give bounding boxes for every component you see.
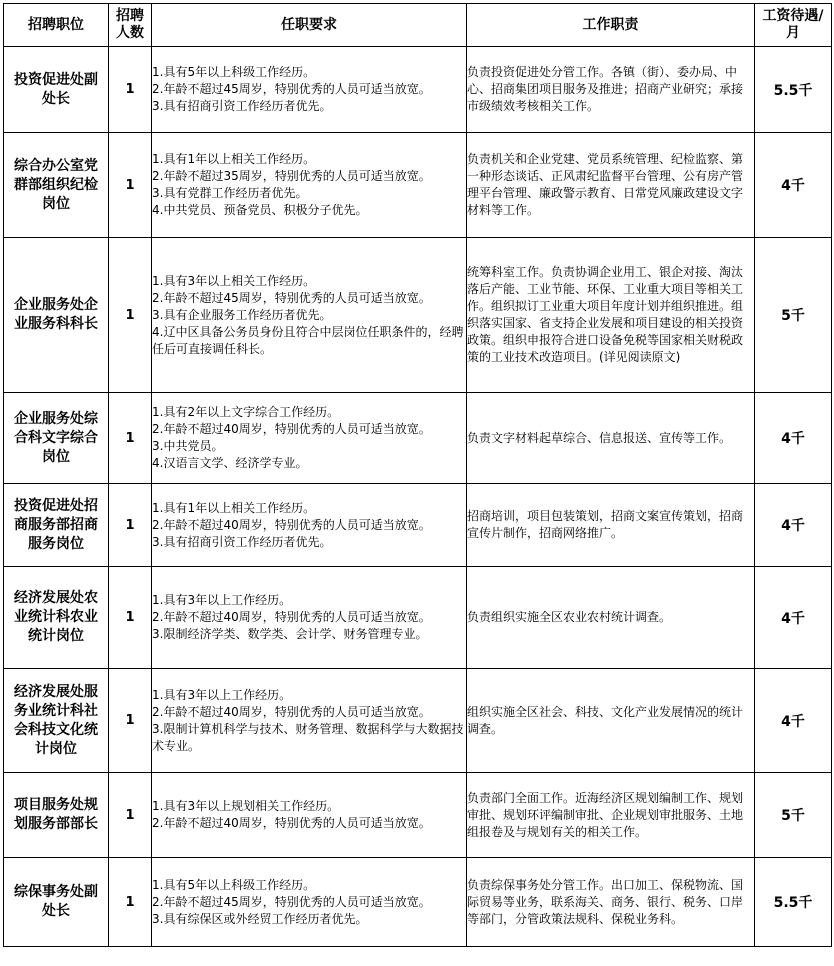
position-title: 经济发展处服务业统计科社会科技文化统计岗位 bbox=[14, 683, 98, 757]
requirement-item: 2.年龄不超过40周岁，特别优秀的人员可适当放宽。 bbox=[152, 610, 431, 624]
requirements-cell bbox=[152, 773, 467, 858]
position-cell bbox=[4, 484, 109, 567]
requirement-item: 2.年龄不超过45周岁，特别优秀的人员可适当放宽。 bbox=[152, 290, 431, 305]
position-cell bbox=[4, 669, 109, 773]
table-row bbox=[4, 858, 832, 947]
count-cell: 1 bbox=[109, 133, 152, 238]
salary-cell: 4千 bbox=[755, 484, 832, 567]
duties-cell: 招商培训，项目包装策划，招商文案宣传策划，招商宣传片制作，招商网络推广。 bbox=[467, 484, 755, 567]
position-cell bbox=[4, 47, 109, 133]
requirement-item: 3.具有综保区或外经贸工作经历者优先。 bbox=[152, 911, 368, 926]
requirement-item: 2.年龄不超过40周岁，特别优秀的人员可适当放宽。 bbox=[152, 704, 431, 719]
requirement-item: 4.汉语言文学、经济学专业。 bbox=[152, 456, 308, 470]
position-cell bbox=[4, 238, 109, 393]
requirement-item: 3.具有招商引资工作经历者优先。 bbox=[152, 99, 332, 113]
requirements-cell bbox=[152, 47, 467, 133]
header-duties: 工作职责 bbox=[467, 4, 755, 47]
salary-cell: 4千 bbox=[755, 133, 832, 238]
requirements-cell bbox=[152, 484, 467, 567]
requirement-item: 1.具有3年以上工作经历。 bbox=[152, 593, 292, 607]
duties-cell: 组织实施全区社会、科技、文化产业发展情况的统计调查。 bbox=[467, 669, 755, 773]
position-title: 综合办公室党群部组织纪检岗位 bbox=[14, 157, 98, 212]
salary-cell: 5.5千 bbox=[755, 858, 832, 947]
requirement-item: 2.年龄不超过35周岁，特别优秀的人员可适当放宽。 bbox=[152, 169, 431, 183]
header-requirements: 任职要求 bbox=[152, 4, 467, 47]
header-count-text: 招聘人数 bbox=[116, 8, 144, 41]
duties-cell: 负责文字材料起草综合、信息报送、宣传等工作。 bbox=[467, 393, 755, 484]
count-cell: 1 bbox=[109, 47, 152, 133]
duties-cell: 负责投资促进处分管工作。各镇（街）、委办局、中心、招商集团项目服务及推进；招商产业研究；承接市级绩效考核相关工作。 bbox=[467, 47, 755, 133]
requirement-item: 3.限制计算机科学与技术、财务管理、数据科学与大数据技术专业。 bbox=[152, 721, 464, 753]
requirement-item: 3.具有党群工作经历者优先。 bbox=[152, 186, 308, 200]
requirement-item: 1.具有3年以上规划相关工作经历。 bbox=[152, 799, 340, 813]
salary-cell: 4千 bbox=[755, 393, 832, 484]
requirement-item: 2.年龄不超过40周岁，特别优秀的人员可适当放宽。 bbox=[152, 517, 431, 532]
salary-cell: 5千 bbox=[755, 773, 832, 858]
requirements-cell bbox=[152, 567, 467, 669]
requirement-item: 4.中共党员、预备党员、积极分子优先。 bbox=[152, 203, 368, 217]
requirements-cell bbox=[152, 133, 467, 238]
header-count bbox=[109, 4, 152, 47]
requirement-item: 1.具有2年以上文字综合工作经历。 bbox=[152, 405, 340, 419]
requirement-item: 2.年龄不超过45周岁，特别优秀的人员可适当放宽。 bbox=[152, 82, 431, 96]
count-cell: 1 bbox=[109, 238, 152, 393]
position-title: 企业服务处综合科文字综合岗位 bbox=[14, 410, 98, 465]
table-row bbox=[4, 47, 832, 133]
duties-cell: 统筹科室工作。负责协调企业用工、银企对接、淘汰落后产能、工业节能、环保、工业重大项目等相关工作。组织拟订工业重大项目年度计划并组织推进。组织落实国家、省支持企业发展和项目建设的相关投资政策。组织申报符合进口设备免税等国家相关财税政策的工业技术改造项目。(详见阅读原文) bbox=[467, 238, 755, 393]
duties-cell: 负责组织实施全区农业农村统计调查。 bbox=[467, 567, 755, 669]
requirement-item: 1.具有5年以上科级工作经历。 bbox=[152, 877, 316, 892]
requirements-cell bbox=[152, 669, 467, 773]
duties-cell: 负责综保事务处分管工作。出口加工、保税物流、国际贸易等业务，联系海关、商务、银行、税务、口岸等部门，分管政策法规科、保税业务科。 bbox=[467, 858, 755, 947]
requirement-item: 3.中共党员。 bbox=[152, 439, 224, 453]
table-row bbox=[4, 238, 832, 393]
count-cell: 1 bbox=[109, 567, 152, 669]
requirement-item: 1.具有1年以上相关工作经历。 bbox=[152, 500, 316, 515]
position-title: 企业服务处企业服务科科长 bbox=[14, 297, 98, 332]
salary-cell: 4千 bbox=[755, 669, 832, 773]
count-cell: 1 bbox=[109, 773, 152, 858]
position-title: 投资促进处招商服务部招商服务岗位 bbox=[14, 497, 98, 552]
count-cell: 1 bbox=[109, 484, 152, 567]
requirement-item: 1.具有3年以上相关工作经历。 bbox=[152, 273, 316, 288]
duties-cell: 负责部门全面工作。近海经济区规划编制工作、规划审批、规划环评编制审批、企业规划审批服务、土地组报卷及与规划有关的相关工作。 bbox=[467, 773, 755, 858]
requirement-item: 2.年龄不超过40周岁，特别优秀的人员可适当放宽。 bbox=[152, 422, 431, 436]
recruitment-table bbox=[3, 3, 832, 947]
requirement-item: 1.具有1年以上相关工作经历。 bbox=[152, 152, 316, 166]
salary-cell: 5千 bbox=[755, 238, 832, 393]
table-row bbox=[4, 669, 832, 773]
position-title: 经济发展处农业统计科农业统计岗位 bbox=[14, 590, 98, 644]
requirement-item: 1.具有5年以上科级工作经历。 bbox=[152, 65, 316, 79]
count-cell: 1 bbox=[109, 393, 152, 484]
salary-cell: 5.5千 bbox=[755, 47, 832, 133]
requirements-cell bbox=[152, 858, 467, 947]
table-row bbox=[4, 393, 832, 484]
position-cell bbox=[4, 858, 109, 947]
count-cell: 1 bbox=[109, 669, 152, 773]
table-row bbox=[4, 567, 832, 669]
requirements-cell bbox=[152, 238, 467, 393]
requirement-item: 2.年龄不超过40周岁，特别优秀的人员可适当放宽。 bbox=[152, 816, 431, 830]
requirement-item: 2.年龄不超过45周岁，特别优秀的人员可适当放宽。 bbox=[152, 894, 431, 909]
requirement-item: 1.具有3年以上工作经历。 bbox=[152, 687, 292, 702]
requirement-item: 3.具有企业服务工作经历者优先。 bbox=[152, 307, 332, 322]
requirement-item: 3.具有招商引资工作经历者优先。 bbox=[152, 534, 332, 549]
header-position: 招聘职位 bbox=[4, 4, 109, 47]
requirement-item: 4.辽中区具备公务员身份且符合中层岗位任职条件的，经聘任后可直接调任科长。 bbox=[152, 324, 464, 356]
salary-cell: 4千 bbox=[755, 567, 832, 669]
requirements-cell bbox=[152, 393, 467, 484]
position-title: 投资促进处副处长 bbox=[14, 71, 98, 107]
duties-cell: 负责机关和企业党建、党员系统管理、纪检监察、第一种形态谈话、正风肃纪监督平台管理、公有房产管理平台管理、廉政警示教育、日常党风廉政建设文字材料等工作。 bbox=[467, 133, 755, 238]
table-row bbox=[4, 484, 832, 567]
header-salary-text: 工资待遇/月 bbox=[762, 8, 824, 41]
position-cell bbox=[4, 133, 109, 238]
table-row bbox=[4, 133, 832, 238]
position-title: 项目服务处规划服务部部长 bbox=[14, 797, 98, 832]
header-salary bbox=[755, 4, 832, 47]
table-row bbox=[4, 773, 832, 858]
position-cell bbox=[4, 393, 109, 484]
position-title: 综保事务处副处长 bbox=[14, 884, 98, 919]
count-cell: 1 bbox=[109, 858, 152, 947]
position-cell bbox=[4, 567, 109, 669]
table-header-row bbox=[4, 4, 832, 47]
position-cell bbox=[4, 773, 109, 858]
requirement-item: 3.限制经济学类、数学类、会计学、财务管理专业。 bbox=[152, 627, 428, 641]
